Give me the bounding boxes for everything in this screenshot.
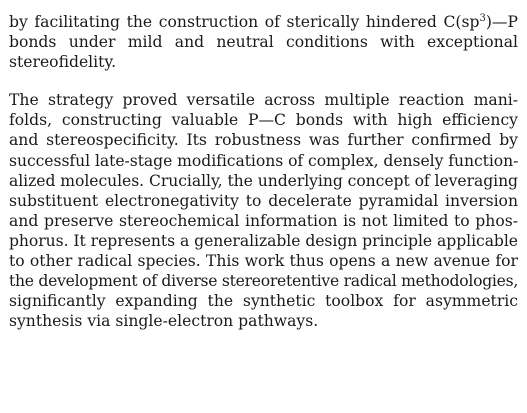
text-line: by facilitating the construction of sterically hindered $C(sp^3)—P$ [9,13,518,31]
text-line: successful late-stage modifications of complex, densely function- [9,151,519,170]
text-line: significantly expanding the synthetic toolbox for asymmetric [9,292,518,311]
text-line: to other radical species. This work thus opens a new avenue for [9,252,518,271]
superscript: 3 [479,13,486,24]
text-line: alized molecules. Crucially, the underlying concept of leveraging [9,171,518,190]
text-line: folds, constructing valuable P—C bonds with high efficiency [9,111,518,130]
text-line: synthesis via single-electron pathways. [9,312,319,331]
paper-body [9,12,518,331]
paragraph-1 [9,12,518,72]
text-line: bonds under mild and neutral conditions with exceptional [9,33,518,52]
text-line: and stereospecificity. Its robustness was further confirmed by [9,131,518,150]
paragraph-2 [9,90,518,331]
text-line: and preserve stereochemical information is not limited to phos- [9,211,518,230]
text-line: phorus. It represents a generalizable design principle applicable [9,231,518,250]
text-line: The strategy proved versatile across multiple reaction mani- [9,91,518,110]
text-line: the development of diverse stereoretentive radical methodologies, [9,272,519,291]
text-line: substituent electronegativity to decelerate pyramidal inversion [9,191,518,210]
text-line: stereofidelity. [9,53,117,72]
